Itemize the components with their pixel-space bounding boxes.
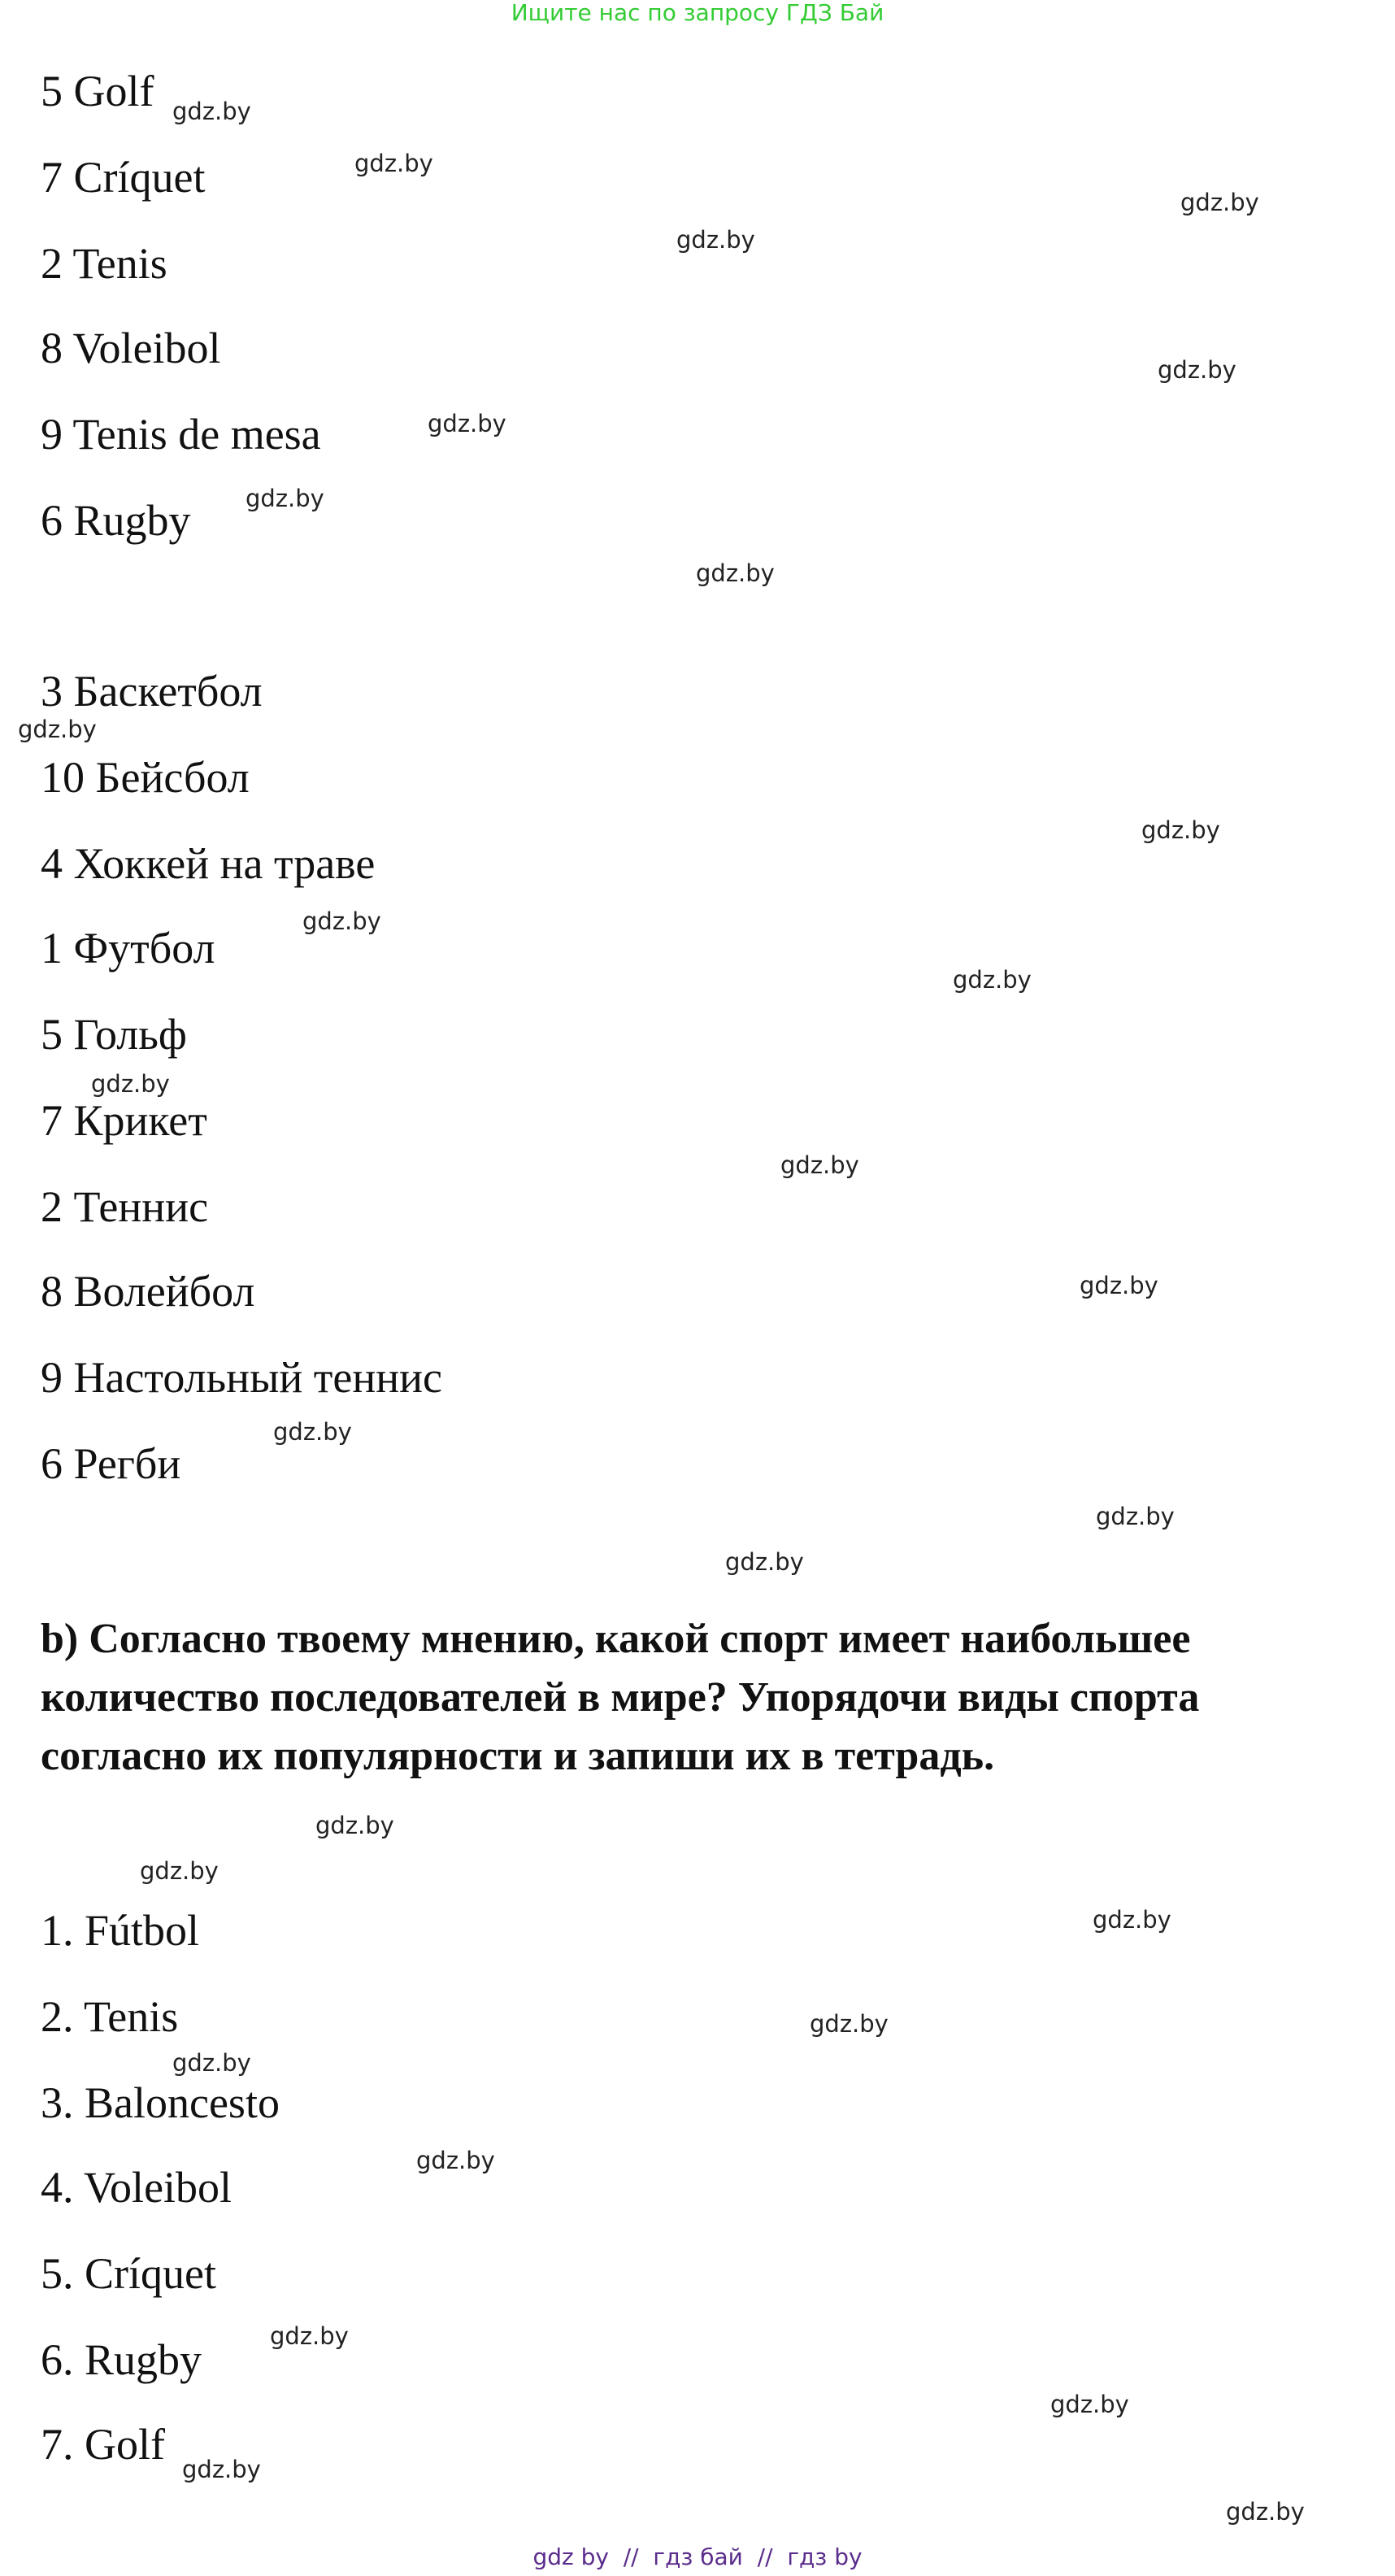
exercise-question: b) Согласно твоему мнению, какой спорт имеет наибольшее количество последователей в мире? Упорядочи виды спорта согласно их популярности и запиши их в тетрадь.	[41, 1616, 1200, 1779]
site-banner: Ищите нас по запросу ГДЗ Бай	[511, 0, 884, 26]
ranking-item: 7. Golf	[41, 2420, 165, 2469]
ranking-item: 6. Rugby	[41, 2335, 202, 2384]
watermark: gdz.by	[780, 1151, 859, 1179]
ranking-item: 2. Tenis	[41, 1992, 179, 2041]
watermark: gdz.by	[246, 485, 324, 512]
list-item: 8 Волейбол	[41, 1267, 255, 1316]
ranking-item: 5. Críquet	[41, 2249, 216, 2298]
watermark: gdz.by	[725, 1548, 804, 1576]
list-item: 9 Tenis de mesa	[41, 410, 321, 459]
list-item: 7 Críquet	[41, 153, 206, 202]
watermark: gdz.by	[696, 559, 775, 587]
list-item: 1 Футбол	[41, 924, 215, 973]
list-item: 2 Теннис	[41, 1182, 209, 1231]
watermark: gdz.by	[302, 907, 381, 935]
list-item: 6 Регби	[41, 1439, 181, 1488]
list-item: 8 Voleibol	[41, 324, 221, 372]
watermark: gdz.by	[1050, 2391, 1129, 2418]
ranking-item: 4. Voleibol	[41, 2163, 232, 2212]
watermark: gdz.by	[1158, 356, 1236, 384]
list-item: 9 Настольный теннис	[41, 1353, 442, 1402]
ranking-item: 3. Baloncesto	[41, 2078, 280, 2127]
ranking-item: 1. Fútbol	[41, 1906, 200, 1955]
watermark: gdz.by	[182, 2456, 261, 2483]
list-item: 10 Бейсбол	[41, 753, 250, 802]
list-item: 3 Баскетбол	[41, 667, 263, 716]
watermark: gdz.by	[676, 226, 755, 254]
watermark: gdz.by	[315, 1812, 394, 1839]
site-footer: gdz by // гдз бай // гдз by	[532, 2543, 863, 2570]
watermark: gdz.by	[172, 2049, 251, 2077]
watermark: gdz.by	[18, 716, 97, 743]
watermark: gdz.by	[1080, 1272, 1158, 1299]
list-item: 7 Крикет	[41, 1096, 207, 1145]
watermark: gdz.by	[354, 150, 433, 177]
watermark: gdz.by	[91, 1070, 170, 1098]
watermark: gdz.by	[1180, 189, 1259, 216]
watermark: gdz.by	[953, 966, 1032, 994]
watermark: gdz.by	[1096, 1503, 1175, 1530]
watermark: gdz.by	[1226, 2498, 1305, 2526]
watermark: gdz.by	[273, 1418, 352, 1446]
watermark: gdz.by	[270, 2322, 349, 2350]
list-item: 2 Tenis	[41, 239, 167, 288]
watermark: gdz.by	[428, 410, 506, 437]
watermark: gdz.by	[416, 2147, 495, 2174]
watermark: gdz.by	[172, 98, 251, 125]
watermark: gdz.by	[810, 2010, 889, 2038]
watermark: gdz.by	[1141, 816, 1220, 844]
list-item: 5 Гольф	[41, 1010, 187, 1059]
watermark: gdz.by	[140, 1857, 219, 1885]
list-item: 4 Хоккей на траве	[41, 839, 376, 888]
list-item: 5 Golf	[41, 67, 154, 115]
list-item: 6 Rugby	[41, 496, 191, 545]
watermark: gdz.by	[1093, 1906, 1171, 1934]
